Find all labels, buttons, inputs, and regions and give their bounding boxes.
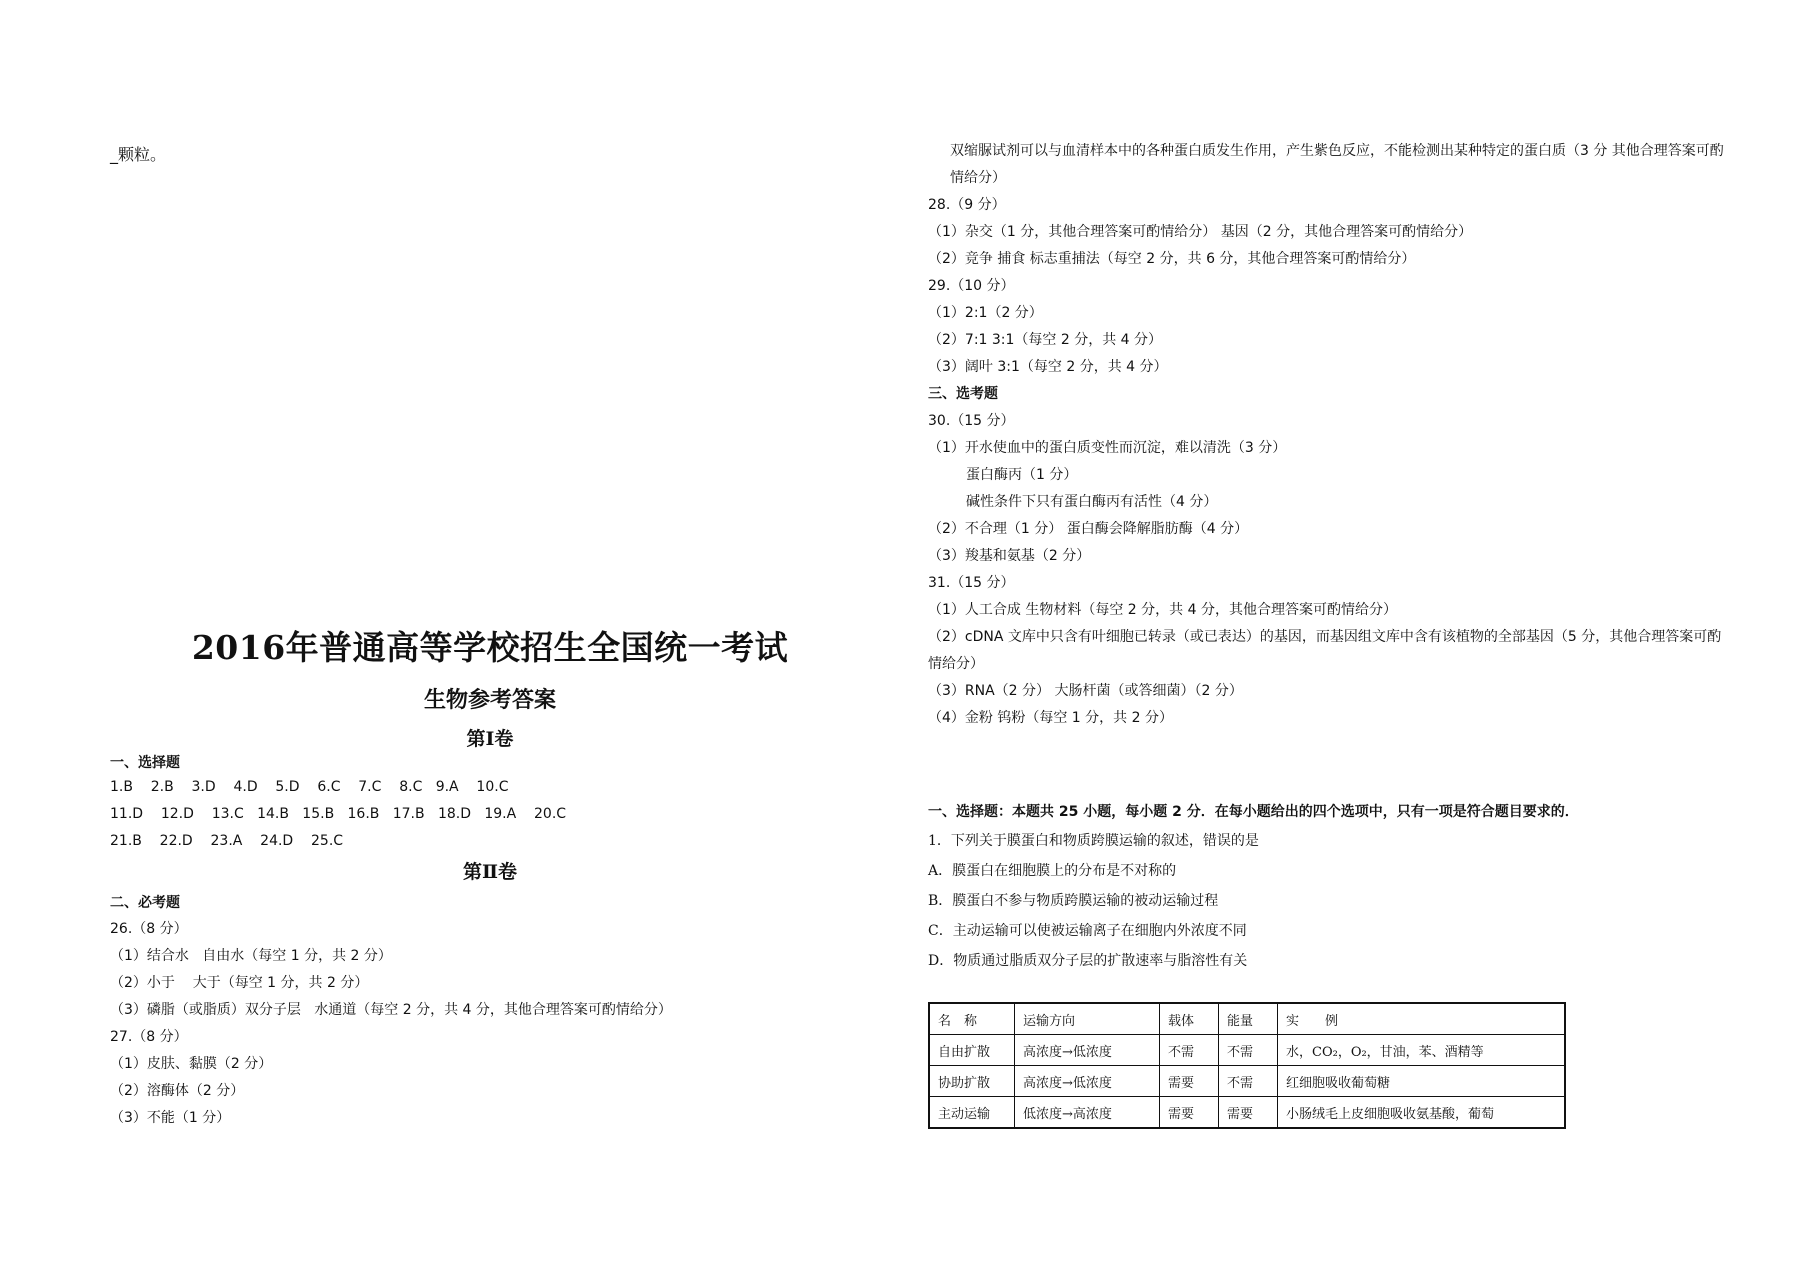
- answer-line: 蛋白酶丙（1 分）: [966, 467, 1078, 483]
- answer-line: （2）7:1 3:1（每空 2 分，共 4 分）: [928, 332, 1163, 348]
- question-option: C．主动运输可以使被运输离子在细胞内外浓度不同: [928, 923, 1247, 939]
- question-section-heading: 一、选择题：本题共 25 小题，每小题 2 分．在每小题给出的四个选项中，只有一项是符合题目要求的．: [928, 804, 1579, 820]
- table-cell: 水，CO₂，O₂，甘油，苯、酒精等: [1278, 1035, 1566, 1066]
- table-cell: 不需: [1160, 1035, 1219, 1066]
- right-answers-block: [928, 138, 1728, 732]
- answer-line: （2）溶酶体（2 分）: [110, 1083, 245, 1099]
- table-header-cell: 载体: [1160, 1003, 1219, 1035]
- section-3-heading: 三、选考题: [928, 386, 998, 402]
- answer-row: 1.B 2.B 3.D 4.D 5.D 6.C 7.C 8.C 9.A 10.C: [110, 779, 509, 795]
- answer-row: 11.D 12.D 13.C 14.B 15.B 16.B 17.B 18.D 19.A 20.C: [110, 806, 567, 822]
- answer-line: （1）杂交（1 分，其他合理答案可酌情给分） 基因（2 分，其他合理答案可酌情给分）: [928, 224, 1473, 240]
- table-cell: 高浓度→低浓度: [1015, 1035, 1160, 1066]
- table-cell: 小肠绒毛上皮细胞吸收氨基酸，葡萄: [1278, 1097, 1566, 1129]
- answer-line: （2）竞争 捕食 标志重捕法（每空 2 分，共 6 分，其他合理答案可酌情给分）: [928, 251, 1416, 267]
- choice-answers-block: [110, 752, 566, 855]
- table-cell: 红细胞吸收葡萄糖: [1278, 1066, 1566, 1097]
- answer-line: 30.（15 分）: [928, 413, 1015, 429]
- text-fragment: _颗粒。: [110, 145, 167, 164]
- required-questions-block: [110, 857, 870, 1132]
- table-cell: 高浓度→低浓度: [1015, 1066, 1160, 1097]
- section-2-heading: 二、必考题: [110, 895, 180, 911]
- answer-subtitle: 生物参考答案: [423, 687, 556, 713]
- answer-line: （1）皮肤、黏膜（2 分）: [110, 1056, 273, 1072]
- answer-line: （3）不能（1 分）: [110, 1110, 231, 1126]
- volume-1-heading: 第Ⅰ卷: [466, 728, 514, 750]
- question-option: A．膜蛋白在细胞膜上的分布是不对称的: [928, 863, 1177, 879]
- table-cell: 自由扩散: [929, 1035, 1015, 1066]
- question-stem: 1．下列关于膜蛋白和物质跨膜运输的叙述，错误的是: [928, 833, 1259, 849]
- answer-line: （2）小于 大于（每空 1 分，共 2 分）: [110, 975, 369, 991]
- table-cell: 低浓度→高浓度: [1015, 1097, 1160, 1129]
- answer-line: 26.（8 分）: [110, 921, 188, 937]
- answer-line: （1）开水使血中的蛋白质变性而沉淀，难以清洗（3 分）: [928, 440, 1287, 456]
- table-cell: 不需: [1219, 1035, 1278, 1066]
- table-header-cell: 运输方向: [1015, 1003, 1160, 1035]
- table-header-row: [929, 1003, 1565, 1035]
- answer-line: （2）cDNA 文库中只含有叶细胞已转录（或已表达）的基因，而基因组文库中含有该植物的全部基因（5 分，其他合理答案可酌情给分）: [928, 629, 1722, 672]
- table-row: [929, 1066, 1565, 1097]
- answer-line: （4）金粉 钨粉（每空 1 分，共 2 分）: [928, 710, 1173, 726]
- answer-row: 21.B 22.D 23.A 24.D 25.C: [110, 833, 344, 849]
- table-cell: 需要: [1160, 1066, 1219, 1097]
- answer-line: （2）不合理（1 分） 蛋白酶会降解脂肪酶（4 分）: [928, 521, 1249, 537]
- answer-line: （3）阔叶 3:1（每空 2 分，共 4 分）: [928, 359, 1168, 375]
- table-row: [929, 1035, 1565, 1066]
- answer-line: 31.（15 分）: [928, 575, 1015, 591]
- section-1-heading: 一、选择题: [110, 755, 180, 771]
- table-cell: 协助扩散: [929, 1066, 1015, 1097]
- transport-table: [928, 1002, 1566, 1129]
- table-cell: 需要: [1219, 1097, 1278, 1129]
- title-block: [110, 622, 870, 751]
- answer-line: （1）人工合成 生物材料（每空 2 分，共 4 分，其他合理答案可酌情给分）: [928, 602, 1397, 618]
- table-row: [929, 1097, 1565, 1129]
- answer-line: 27.（8 分）: [110, 1029, 188, 1045]
- answer-line: 28.（9 分）: [928, 197, 1006, 213]
- table-header-cell: 能量: [1219, 1003, 1278, 1035]
- answer-line: （1）结合水 自由水（每空 1 分，共 2 分）: [110, 948, 392, 964]
- answer-line: （3）磷脂（或脂质）双分子层 水通道（每空 2 分，共 4 分，其他合理答案可酌情给分）: [110, 1002, 672, 1018]
- question-option: D．物质通过脂质双分子层的扩散速率与脂溶性有关: [928, 953, 1248, 969]
- table-cell: 需要: [1160, 1097, 1219, 1129]
- question-option: B．膜蛋白不参与物质跨膜运输的被动运输过程: [928, 893, 1219, 909]
- table-header-cell: 实 例: [1278, 1003, 1566, 1035]
- answer-line: （3）RNA（2 分） 大肠杆菌（或答细菌）（2 分）: [928, 683, 1243, 699]
- table-cell: 主动运输: [929, 1097, 1015, 1129]
- table-cell: 不需: [1219, 1066, 1278, 1097]
- exam-title: 2016年普通高等学校招生全国统一考试: [191, 628, 789, 667]
- table-header-cell: 名 称: [929, 1003, 1015, 1035]
- answer-line: 29.（10 分）: [928, 278, 1015, 294]
- question-block: [928, 798, 1728, 976]
- volume-2-heading: 第Ⅱ卷: [462, 861, 517, 883]
- answer-line: （1）2:1（2 分）: [928, 305, 1043, 321]
- answer-line: 双缩脲试剂可以与血清样本中的各种蛋白质发生作用，产生紫色反应，不能检测出某种特定的蛋白质（3 分 其他合理答案可酌情给分）: [950, 143, 1724, 186]
- answer-line: 碱性条件下只有蛋白酶丙有活性（4 分）: [966, 494, 1218, 510]
- answer-line: （3）羧基和氨基（2 分）: [928, 548, 1091, 564]
